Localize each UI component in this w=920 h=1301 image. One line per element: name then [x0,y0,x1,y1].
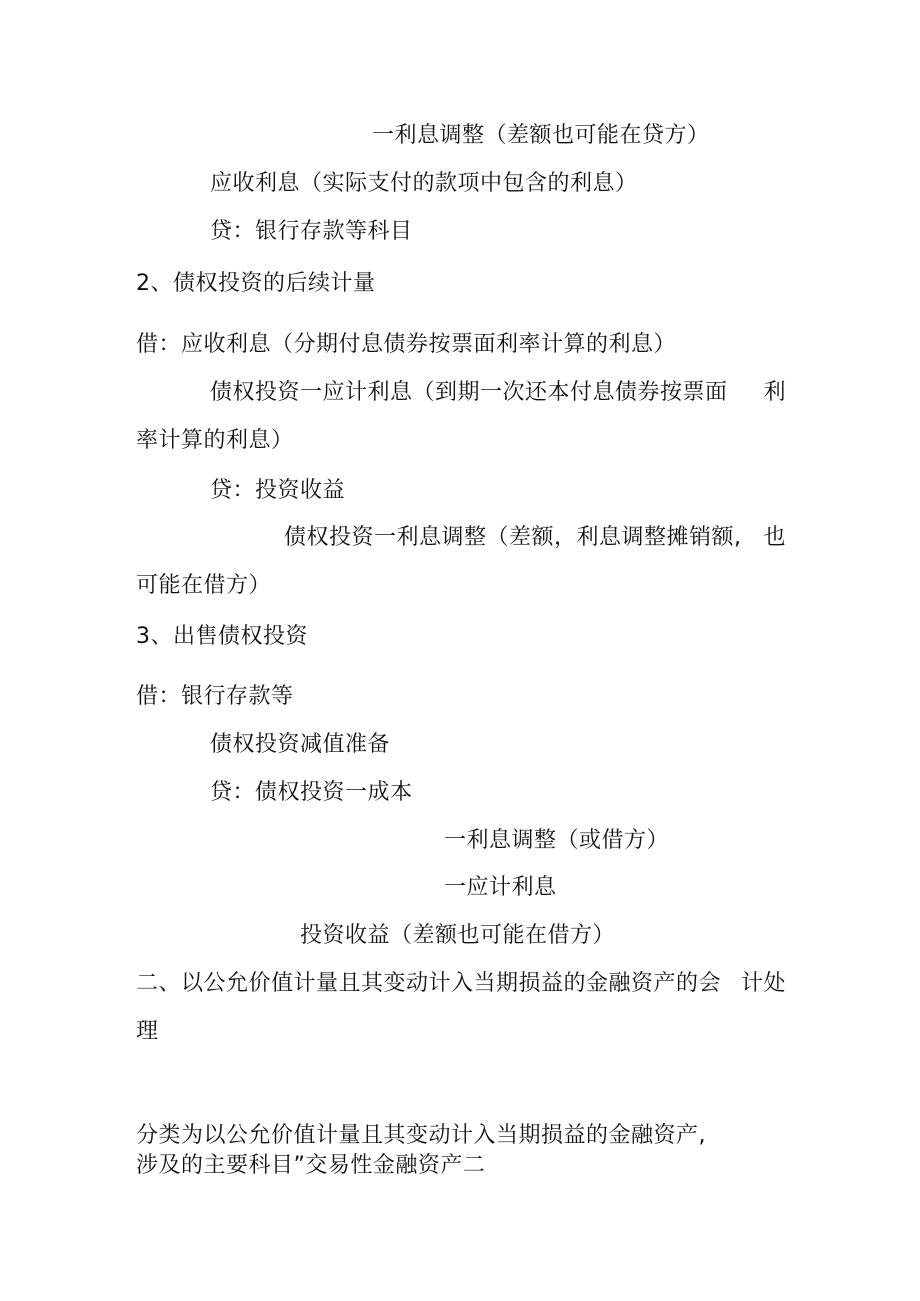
text-line-22: 涉及的主要科目”交易性金融资产二 [136,1153,486,1178]
text-line-21: 分类为以公允价值计量且其变动计入当期损益的金融资产, [136,1123,706,1148]
text-line-13: 债权投资减值准备 [210,732,391,757]
section-heading-2: 2、债权投资的后续计量 [136,271,376,296]
text-line-1: 一利息调整（差额也可能在贷方） [372,123,710,148]
text-line-9-tail: 也 [763,525,786,550]
text-line-6-tail: 利 [763,380,786,405]
text-line-12: 借：银行存款等 [136,684,294,709]
text-line-16: 一应计利息 [444,875,557,900]
text-line-6-main: 债权投资一应计利息（到期一次还本付息债券按票面 [210,380,728,405]
text-line-15: 一利息调整（或借方） [444,828,670,853]
text-line-2: 应收利息（实际支付的款项中包含的利息） [210,171,638,196]
text-line-3: 贷：银行存款等科目 [210,219,413,244]
text-line-17: 投资收益（差额也可能在借方） [300,923,616,948]
text-line-6 [210,378,786,408]
section-heading-two [136,969,786,999]
section-heading-two-tail: 计处 [740,971,786,996]
text-line-9-main: 债权投资一利息调整（差额，利息调整摊销额, [284,525,742,550]
text-line-10: 可能在借方） [136,573,272,598]
text-line-5: 借：应收利息（分期付息债券按票面利率计算的利息） [136,332,677,357]
section-heading-two-main: 二、以公允价值计量且其变动计入当期损益的金融资产的会 [136,971,722,996]
text-line-7: 率计算的利息） [136,428,294,453]
text-line-9 [284,523,786,553]
text-line-14: 贷：债权投资一成本 [210,780,413,805]
text-line-8: 贷：投资收益 [210,478,346,503]
section-heading-3: 3、出售债权投资 [136,624,308,649]
section-heading-two-cont: 理 [136,1019,159,1044]
